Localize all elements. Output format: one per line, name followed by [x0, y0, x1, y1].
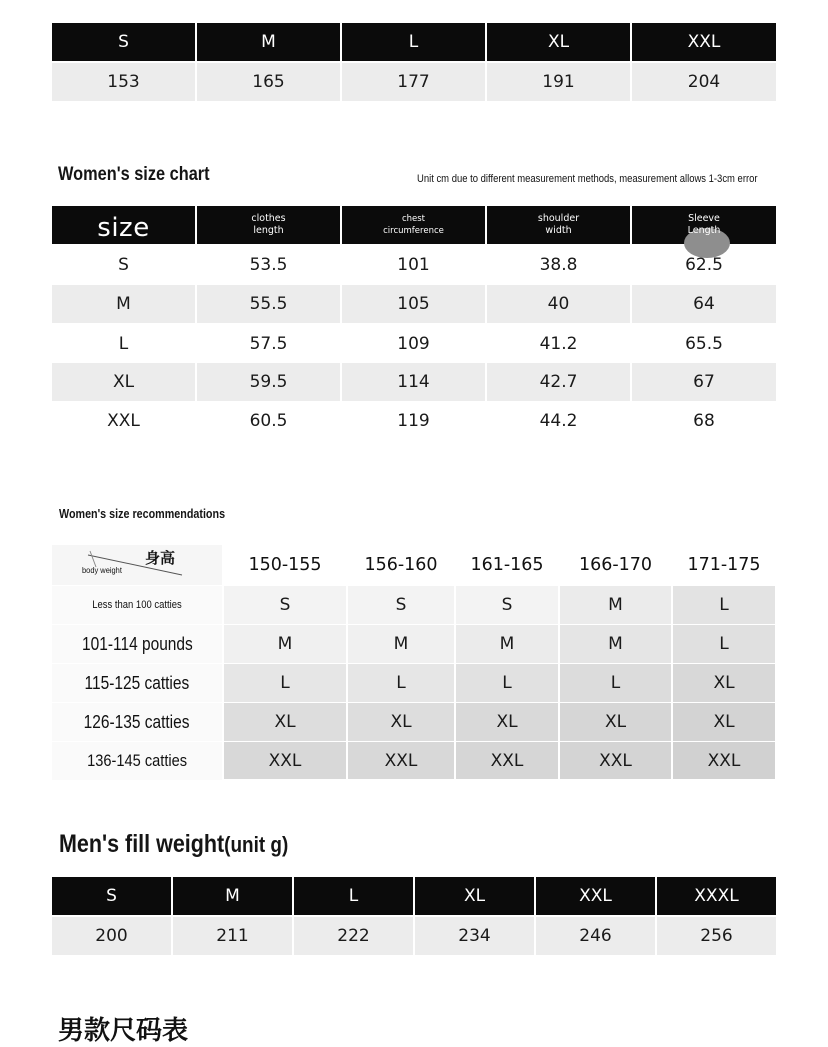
corner-cell	[52, 545, 222, 585]
header-line: width	[545, 225, 572, 236]
recommended-size: M	[456, 625, 558, 663]
fill-size-header: M	[197, 23, 340, 61]
header-line: clothes	[251, 213, 286, 224]
height-range-header: 166-170	[578, 555, 653, 575]
recommended-size: XL	[673, 664, 775, 702]
recommended-size: XXL	[224, 742, 346, 779]
recommended-size: XXL	[456, 742, 558, 779]
fill-weight-value: 204	[632, 63, 776, 101]
table-cell: 40	[487, 285, 630, 323]
weight-label	[52, 625, 222, 663]
men-fill-value: 222	[294, 917, 413, 955]
table-cell: 53.5	[249, 254, 288, 275]
measurement-note: Unit cm due to different measurement methods, measurement allows 1-3cm error	[417, 173, 758, 185]
weight-label-text: 115-125 catties	[84, 672, 190, 693]
height-range-header: 150-155	[248, 555, 322, 575]
header-line: shoulder	[537, 213, 580, 224]
recommended-size: XL	[456, 703, 558, 741]
recommended-size: L	[348, 664, 454, 702]
fill-size-header: XL	[487, 23, 630, 61]
table-cell: 60.5	[249, 410, 288, 431]
weight-label	[52, 742, 222, 780]
size-label: M	[52, 285, 195, 323]
table-cell: 119	[397, 410, 430, 431]
table-cell: 57.5	[249, 333, 288, 354]
sleeve-length-header	[632, 206, 776, 244]
size-label: S	[118, 254, 129, 275]
recommended-size: S	[348, 586, 454, 624]
weight-axis-label: body weight	[82, 565, 122, 575]
men-fill-value: 200	[52, 917, 171, 955]
recommended-size: XXL	[673, 742, 775, 779]
fill-size-header: L	[342, 23, 485, 61]
table-cell: 109	[397, 333, 430, 354]
recommended-size: L	[560, 664, 671, 702]
weight-label-text: 101-114 pounds	[81, 633, 193, 654]
size-label: XXL	[107, 410, 140, 431]
table-cell: 59.5	[197, 363, 340, 401]
table-cell: 38.8	[539, 254, 578, 275]
men-fill-value: 256	[657, 917, 776, 955]
header-line: chest	[401, 214, 426, 224]
fill-weight-value: 191	[487, 63, 630, 101]
header-line: Length	[687, 225, 721, 236]
header-line: length	[253, 225, 284, 236]
size-label: XL	[52, 363, 195, 401]
men-fill-title	[59, 830, 288, 859]
table-cell: 41.2	[539, 333, 578, 354]
table-cell: 44.2	[539, 410, 578, 431]
shoulder-width-header	[487, 206, 630, 244]
recommended-size: XL	[224, 703, 346, 741]
fill-weight-value: 153	[52, 63, 195, 101]
recommended-size: XXL	[348, 742, 454, 779]
weight-label-text: Less than 100 catties	[92, 599, 182, 611]
height-range-header: 161-165	[470, 555, 544, 575]
recommended-size: XXL	[560, 742, 671, 779]
table-cell: 68	[693, 410, 715, 431]
weight-label-text: 136-145 catties	[87, 751, 187, 770]
table-cell: 67	[632, 363, 776, 401]
size-column-header: size	[52, 206, 195, 244]
height-range-header: 156-160	[364, 555, 438, 575]
fill-size-header: XXL	[632, 23, 776, 61]
fill-size-header: S	[52, 23, 195, 61]
bottom-partial-heading: 男款尺码表	[58, 1016, 189, 1046]
men-fill-value: 211	[173, 917, 292, 955]
men-size-header: M	[173, 877, 292, 915]
weight-label	[52, 664, 222, 702]
header-line: Sleeve	[688, 213, 720, 224]
table-cell: 101	[397, 254, 430, 275]
fill-weight-value: 177	[342, 63, 485, 101]
recommended-size: M	[348, 625, 454, 663]
recommended-size: L	[456, 664, 558, 702]
fill-weight-value: 165	[197, 63, 340, 101]
weight-label	[52, 586, 222, 624]
chest-circumference-header	[342, 206, 485, 244]
men-fill-value: 234	[415, 917, 534, 955]
table-cell: 105	[342, 285, 485, 323]
height-axis-label: 身高	[145, 549, 176, 567]
recommended-size: XL	[673, 703, 775, 741]
diagonal-divider	[52, 545, 222, 585]
men-size-header: XL	[415, 877, 534, 915]
recommended-size: XL	[560, 703, 671, 741]
header-line: circumference	[383, 226, 444, 236]
men-size-header: S	[52, 877, 171, 915]
table-cell: 64	[632, 285, 776, 323]
men-size-header: XXL	[536, 877, 655, 915]
weight-label	[52, 703, 222, 741]
men-fill-title-main: Men's fill weight	[59, 830, 225, 858]
recommended-size: M	[560, 625, 671, 663]
recommended-size: L	[224, 664, 346, 702]
weight-label-text: 126-135 catties	[84, 711, 190, 732]
recommendations-title: Women's size recommendations	[59, 507, 226, 521]
height-range-header: 171-175	[687, 555, 761, 575]
recommended-size: M	[224, 625, 346, 663]
table-cell: 62.5	[685, 254, 723, 275]
recommended-size: S	[224, 586, 346, 624]
recommended-size: M	[560, 586, 671, 624]
recommended-size: L	[673, 625, 775, 663]
recommended-size: XL	[348, 703, 454, 741]
recommended-size: S	[456, 586, 558, 624]
table-cell: 114	[342, 363, 485, 401]
table-cell: 65.5	[685, 333, 723, 354]
table-cell: 42.7	[487, 363, 630, 401]
men-size-header: L	[294, 877, 413, 915]
table-cell: 55.5	[197, 285, 340, 323]
recommended-size: L	[673, 586, 775, 624]
men-fill-title-unit: (unit g)	[224, 832, 289, 857]
clothes-length-header	[197, 206, 340, 244]
women-size-chart-title: Women's size chart	[58, 164, 210, 185]
men-size-header: XXXL	[657, 877, 776, 915]
size-label: L	[118, 333, 129, 354]
men-fill-value: 246	[536, 917, 655, 955]
